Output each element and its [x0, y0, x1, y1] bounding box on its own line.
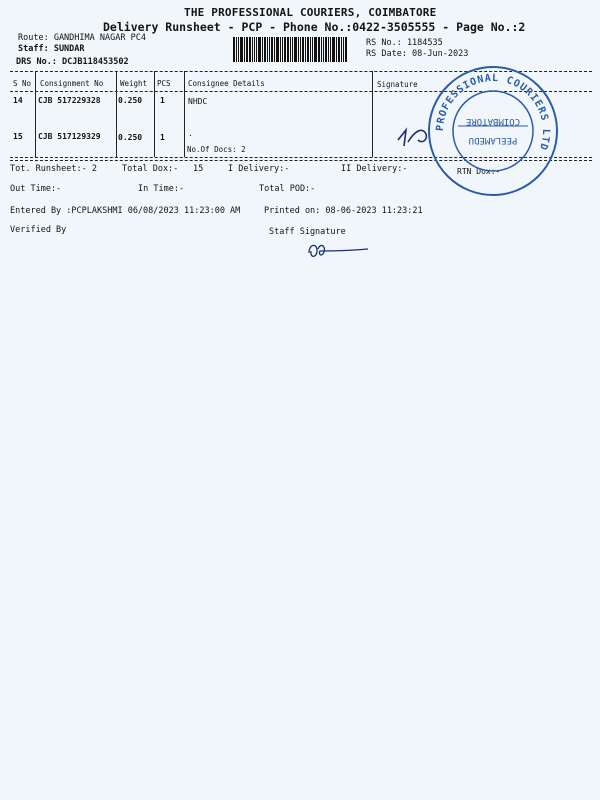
- out-time: Out Time:-: [10, 184, 62, 194]
- header-weight: Weight: [120, 79, 148, 88]
- company-name: THE PROFESSIONAL COURIERS, COIMBATORE: [184, 6, 437, 19]
- rs-date: RS Date: 08-Jun-2023: [366, 49, 469, 59]
- svg-text:COIMBATORE: COIMBATORE: [465, 116, 521, 126]
- ii-delivery: II Delivery:-: [341, 164, 408, 174]
- staff-signature-label: Staff Signature: [269, 227, 346, 237]
- i-delivery: I Delivery:-: [228, 164, 290, 174]
- total-dox-label: Total Dox:-: [122, 164, 179, 174]
- entered-by: Entered By :PCPLAKSHMI 06/08/2023 11:23:00 AM: [10, 206, 241, 216]
- verified-by: Verified By: [10, 225, 67, 235]
- total-pod: Total POD:-: [259, 184, 316, 194]
- recipient-signature: [392, 112, 452, 152]
- header-signature: Signature: [377, 80, 418, 89]
- rs-number: RS No.: 1184535: [366, 38, 443, 48]
- no-of-docs: No.Of Docs: 2: [187, 145, 246, 154]
- rtn-dox: RTN Dox:-: [457, 167, 501, 176]
- total-dox-value: 15: [193, 164, 204, 174]
- document-title: Delivery Runsheet - PCP - Phone No.:0422-3505555 - Page No.:2: [103, 20, 526, 34]
- in-time: In Time:-: [138, 184, 185, 194]
- staff-label: Staff: SUNDAR: [18, 44, 85, 54]
- header-sno: S No: [13, 79, 32, 88]
- route-label: Route: GANDHIMA NAGAR PC4: [18, 33, 146, 43]
- header-consignment: Consignment No: [40, 79, 104, 88]
- barcode: [233, 37, 357, 62]
- drs-number: DRS No.: DCJB118453502: [16, 57, 129, 67]
- svg-text:PROFESSIONAL COURIERS LTD: PROFESSIONAL COURIERS LTD: [434, 72, 552, 152]
- tot-runsheet: Tot. Runsheet:- 2: [10, 164, 97, 174]
- runsheet-table: S No Consignment No Weight PCS Consignee Details Signature 14 CJB 517229328 0.250 1 NHDC 15 CJB 517129329 0.250 1 . No.Of Docs: 2: [10, 71, 592, 157]
- header-consignee: Consignee Details: [188, 79, 265, 88]
- svg-text:PEELAMEDU: PEELAMEDU: [468, 135, 518, 145]
- staff-signature: [306, 239, 376, 261]
- header-pcs: PCS: [157, 79, 171, 88]
- printed-on: Printed on: 08-06-2023 11:23:21: [264, 206, 423, 216]
